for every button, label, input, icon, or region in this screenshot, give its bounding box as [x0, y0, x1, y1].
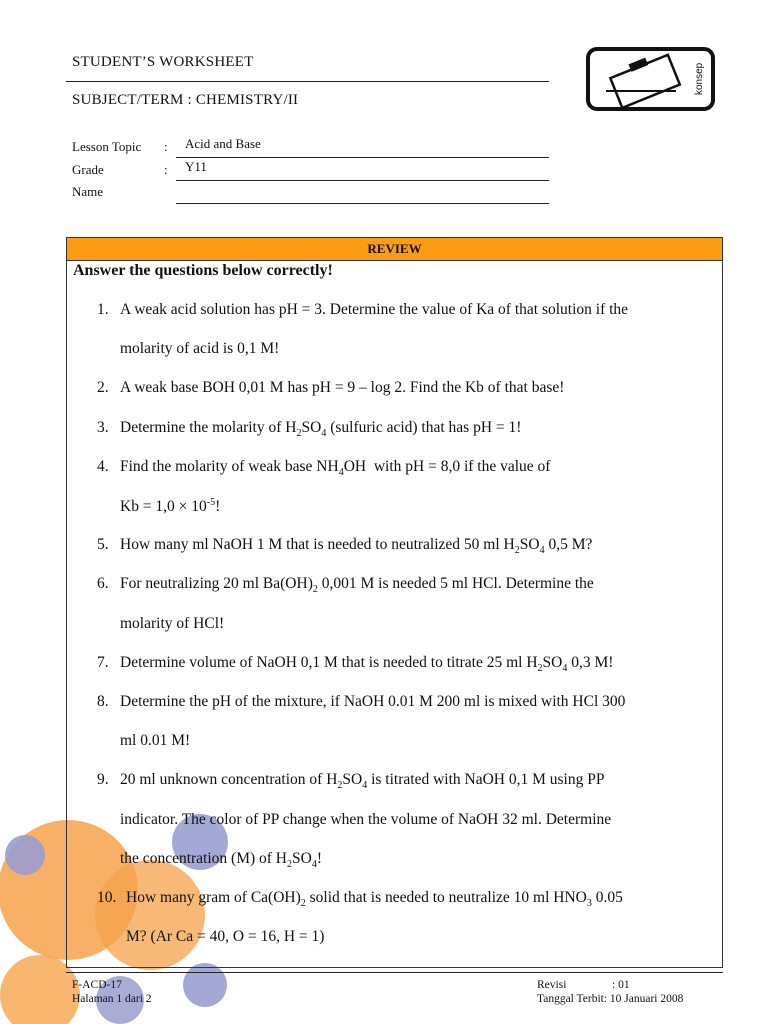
logo-text: konsep: [694, 62, 705, 95]
question-number: 7.: [97, 653, 109, 671]
question-number: 1.: [97, 301, 109, 318]
question-text: Determine volume of NaOH 0,1 M that is needed to titrate 25 ml $H_2SO_4$ 0,3 M!: [120, 653, 614, 674]
question-text: A weak acid solution has pH = 3. Determine the value of Ka of that solution if the: [120, 301, 629, 318]
question-text: For neutralizing 20 ml $Ba(OH)_2$ 0,001 M is needed 5 ml HCl. Determine the: [120, 575, 594, 596]
review-heading: REVIEW: [67, 238, 722, 261]
name-label: Name: [72, 184, 104, 199]
page-number: Halaman 1 dari 2: [72, 993, 152, 1005]
question-text: Determine the pH of the mixture, if NaOH 0.01 M 200 ml is mixed with HCl 300: [120, 693, 626, 710]
question-text: indicator. The color of PP change when the volume of NaOH 32 ml. Determine: [120, 810, 612, 828]
question-number: 10.: [97, 889, 117, 906]
review-section: [66, 237, 723, 968]
question-text: molarity of acid is 0,1 M!: [120, 340, 280, 358]
question-text: ml 0.01 M!: [120, 732, 191, 750]
question-number: 2.: [97, 379, 109, 397]
instruction: Answer the questions below correctly!: [73, 262, 333, 279]
grade-colon: :: [164, 162, 168, 177]
grade-value: Y11: [185, 159, 207, 174]
grade-label: Grade: [72, 162, 104, 177]
question-text: $Kb = 1,0 \times 10^{-5}$!: [120, 497, 221, 516]
question-text: How many ml NaOH 1 M that is needed to neutralized 50 ml $H_2SO_4$ 0,5 M?: [120, 536, 593, 557]
question-text: Find the molarity of weak base $NH_4OH$ with pH = 8,0 if the value of: [120, 457, 551, 478]
name-line: [176, 203, 549, 204]
revisi-value: : 01: [612, 979, 630, 991]
lesson-topic-label: Lesson Topic: [72, 139, 142, 154]
question-number: 3.: [97, 418, 109, 436]
grade-line: [176, 180, 549, 181]
question-text: How many gram of $Ca(OH)_2$ solid that is needed to neutralize 10 ml $HNO_3$ 0.05: [126, 889, 623, 910]
worksheet-title: STUDENT’S WORKSHEET: [72, 54, 254, 70]
konsep-logo: [586, 47, 715, 111]
lesson-topic-colon: :: [164, 139, 168, 154]
question-text: M? (Ar Ca = 40, O = 16, H = 1): [126, 928, 325, 946]
issue-date: Tanggal Terbit: 10 Januari 2008: [537, 993, 684, 1005]
subject-term: SUBJECT/TERM : CHEMISTRY/II: [72, 92, 299, 108]
question-number: 8.: [97, 693, 109, 710]
lesson-topic-value: Acid and Base: [185, 136, 261, 151]
question-text: molarity of HCl!: [120, 614, 225, 632]
revisi-label: Revisi: [537, 979, 567, 991]
doc-code: F-ACD-17: [72, 979, 122, 991]
question-text: the concentration (M) of $H_2SO_4$!: [120, 849, 322, 870]
lesson-topic-line: [176, 157, 549, 158]
question-number: 6.: [97, 575, 109, 593]
question-text: Determine the molarity of $H_2SO_4$ (sulfuric acid) that has pH = 1!: [120, 418, 522, 439]
footer-divider: [66, 972, 723, 973]
question-text: A weak base BOH 0,01 M has pH = 9 – log 2. Find the Kb of that base!: [120, 379, 565, 397]
question-text: 20 ml unknown concentration of $H_2SO_4$ is titrated with NaOH 0,1 M using PP: [120, 771, 605, 792]
question-number: 4.: [97, 457, 109, 475]
question-number: 9.: [97, 771, 109, 789]
question-number: 5.: [97, 536, 109, 554]
header-divider: [66, 81, 549, 82]
